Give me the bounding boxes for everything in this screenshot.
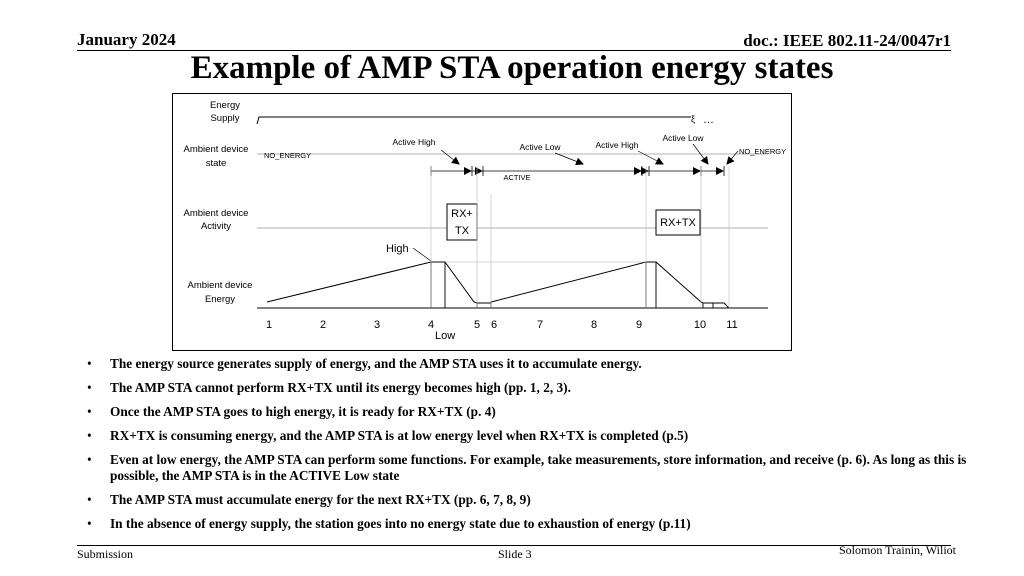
time-point-9: 9	[635, 319, 643, 331]
label-device-state-1: Ambient device	[183, 144, 249, 155]
label-device-energy-2: Energy	[204, 294, 236, 305]
bullet-marker: •	[87, 428, 92, 443]
header-date: January 2024	[77, 30, 176, 49]
bullet-marker: •	[87, 492, 92, 507]
state-active-high-2: Active High	[595, 140, 639, 150]
bullet-text: Once the AMP STA goes to high energy, it is ready for RX+TX (p. 4)	[110, 404, 496, 419]
state-no-energy-right: NO_ENERGY	[739, 147, 787, 156]
bullet-item	[87, 356, 987, 372]
bullet-text: RX+TX is consuming energy, and the AMP STA is at low energy level when RX+TX is completed (p.5)	[110, 428, 689, 443]
supply-break-mark: ξ	[691, 114, 696, 124]
time-point-11: 11	[726, 319, 738, 331]
time-point-1: 1	[265, 319, 273, 331]
bullet-text: The AMP STA cannot perform RX+TX until its energy becomes high (pp. 1, 2, 3).	[110, 380, 571, 395]
bullet-item	[87, 516, 987, 532]
bullet-marker: •	[87, 404, 92, 419]
bullet-text: Even at low energy, the AMP STA can perform some functions. For example, take measurements, store information, and receive (p. 6). As long as this is possible, the AMP STA is in the ACTIVE Low state	[110, 452, 967, 483]
pointer-no-energy-right	[727, 151, 738, 164]
label-device-activity-2: Activity	[200, 221, 232, 232]
bullet-marker: •	[87, 380, 92, 395]
state-no-energy-left: NO_ENERGY	[264, 151, 312, 160]
footer-rule	[77, 545, 951, 546]
bullet-item	[87, 380, 987, 396]
state-active-high-1: Active High	[392, 137, 436, 147]
time-point-4: 4	[427, 319, 435, 331]
label-device-activity-1: Ambient device	[183, 208, 249, 219]
header-doc-id: doc.: IEEE 802.11-24/0047r1	[743, 31, 951, 50]
label-energy-supply-1: Energy	[209, 100, 241, 111]
bullet-marker: •	[87, 516, 92, 531]
state-active-low-1: Active Low	[519, 142, 561, 152]
energy-bar-low-1	[477, 303, 491, 308]
bullet-marker: •	[87, 452, 92, 467]
state-timeline	[431, 166, 724, 176]
time-point-5: 5	[473, 319, 481, 331]
pointer-active-low-1	[555, 153, 583, 164]
footer-author: Solomon Trainin, Wiliot	[839, 543, 956, 557]
activity-box-rxtx-1-line2: TX	[454, 225, 470, 237]
energy-bar-low-2	[703, 303, 713, 308]
pointer-active-high-1	[441, 150, 459, 164]
state-active-low-2: Active Low	[662, 133, 704, 143]
bullet-item	[87, 492, 987, 508]
label-energy-supply-2: Supply	[210, 113, 240, 124]
activity-box-rxtx-2-label: RX+TX	[660, 217, 696, 229]
bullet-item	[87, 404, 987, 420]
energy-bar-high-2	[646, 262, 656, 308]
supply-ellipsis: …	[703, 114, 714, 126]
bullet-text: The energy source generates supply of energy, and the AMP STA uses it to accumulate energy.	[110, 356, 642, 371]
footer-slide-number: Slide 3	[498, 547, 532, 561]
footer-submission: Submission	[77, 547, 134, 561]
label-device-state-2: state	[205, 158, 227, 169]
energy-level-curve	[267, 262, 729, 308]
pointer-high	[413, 248, 431, 261]
energy-bar-high-1	[431, 262, 445, 308]
bullet-item	[87, 452, 987, 484]
bullet-list	[87, 356, 987, 540]
bullet-marker: •	[87, 356, 92, 371]
slide-title: Example of AMP STA operation energy states	[190, 50, 834, 86]
energy-level-low: Low	[435, 330, 456, 342]
activity-box-rxtx-1-line1: RX+	[451, 208, 473, 220]
time-point-2: 2	[319, 319, 327, 331]
time-point-7: 7	[536, 319, 544, 331]
time-point-10: 10	[693, 319, 707, 331]
energy-supply-line	[257, 117, 691, 124]
label-device-energy-1: Ambient device	[187, 280, 253, 291]
energy-level-high: High	[386, 243, 409, 255]
energy-state-diagram	[172, 93, 792, 351]
pointer-active-high-2	[638, 151, 663, 164]
time-point-3: 3	[373, 319, 381, 331]
bullet-text: In the absence of energy supply, the station goes into no energy state due to exhaustion of energy (p.11)	[110, 516, 691, 531]
bullet-text: The AMP STA must accumulate energy for the next RX+TX (pp. 6, 7, 8, 9)	[110, 492, 531, 507]
bullet-item	[87, 428, 987, 444]
time-point-8: 8	[590, 319, 598, 331]
state-active-span: ACTIVE	[503, 173, 531, 182]
time-point-6: 6	[490, 319, 498, 331]
